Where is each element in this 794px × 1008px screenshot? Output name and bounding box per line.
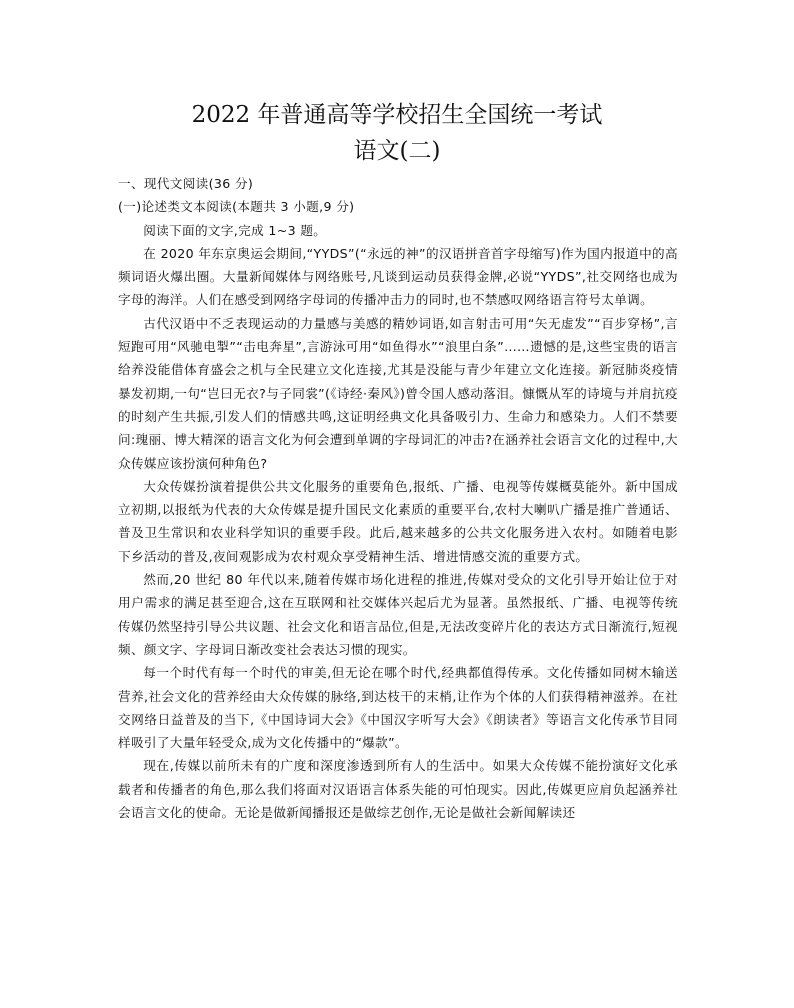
section-heading: 一、现代文阅读(36 分) bbox=[118, 176, 254, 191]
paragraph-5: 每一个时代有每一个时代的审美,但无论在哪个时代,经典都值得传承。文化传播如同树木输送营养,社会文化的营养经由大众传媒的脉络,到达枝干的末梢,让作为个体的人们获得精神滋养。在社交网络日益普及的当下,《中国诗词大会》《中国汉字听写大会》《朗读者》等语言文化传承节目同样吸引了大量年轻受众,成为文化传播中的“爆款”。 bbox=[118, 665, 678, 751]
paragraph-4: 然而,20 世纪 80 年代以来,随着传媒市场化进程的推进,传媒对受众的文化引导开始让位于对用户需求的满足甚至迎合,这在互联网和社交媒体兴起后尤为显著。虽然报纸、广播、电视等传统传媒仍然坚持引导公共议题、社会文化和语言品位,但是,无法改变碎片化的表达方式日渐流行,短视频、颜文字、字母词日渐改变社会表达习惯的现实。 bbox=[118, 572, 678, 657]
exam-title: 2022 年普通高等学校招生全国统一考试 bbox=[191, 102, 603, 128]
instruction: 阅读下面的文字,完成 1~3 题。 bbox=[143, 222, 327, 238]
paragraph-2: 古代汉语中不乏表现运动的力量感与美感的精妙词语,如言射击可用“矢无虚发”“百步穿杨”,言短跑可用“风驰电掣”“击电奔星”,言游泳可用“如鱼得水”“浪里白条”……遗憾的是,这些宝贵的语言给养没能借体育盛会之机与全民建立文化连接,尤其是没能与青少年建立文化连接。新冠肺炎疫情暴发初期,一句“岂曰无衣?与子同裳”(《诗经·秦风》)曾令国人感动落泪。慷慨从军的诗境与并肩抗疫的时刻产生共振,引发人们的情感共鸣,这证明经典文化具备吸引力、生命力和感染力。人们不禁要问:瑰丽、博大精深的语言文化为何会遭到单调的字母词汇的冲击?在涵养社会语言文化的过程中,大众传媒应该扮演何种角色? bbox=[118, 315, 678, 471]
document-body bbox=[118, 172, 678, 824]
paragraph-6: 现在,传媒以前所未有的广度和深度渗透到所有人的生活中。如果大众传媒不能扮演好文化承载者和传播者的角色,那么我们将面对汉语语言体系失能的可怕现实。因此,传媒更应肩负起涵养社会语言文化的使命。无论是做新闻播报还是做综艺创作,无论是做社会新闻解读还 bbox=[118, 758, 678, 821]
section-subheading: (一)论述类文本阅读(本题共 3 小题,9 分) bbox=[118, 199, 355, 215]
paragraph-3: 大众传媒扮演着提供公共文化服务的重要角色,报纸、广播、电视等传媒概莫能外。新中国成立初期,以报纸为代表的大众传媒是提升国民文化素质的重要平台,农村大喇叭广播是推广普通话、普及卫生常识和农业科学知识的重要手段。此后,越来越多的公共文化服务进入农村。如随着电影下乡活动的普及,夜间观影成为农村观众享受精神生活、增进情感交流的重要方式。 bbox=[118, 478, 678, 564]
exam-subtitle: 语文(二) bbox=[353, 138, 441, 164]
paragraph-1: 在 2020 年东京奥运会期间,“YYDS”(“永远的神”的汉语拼音首字母缩写)作为国内报道中的高频词语火爆出圈。大量新闻媒体与网络账号,凡谈到运动员获得金牌,必说“YYDS”,社交网络也成为字母的海洋。人们在感受到网络字母词的传播冲击力的同时,也不禁感叹网络语言符号太单调。 bbox=[118, 245, 678, 308]
